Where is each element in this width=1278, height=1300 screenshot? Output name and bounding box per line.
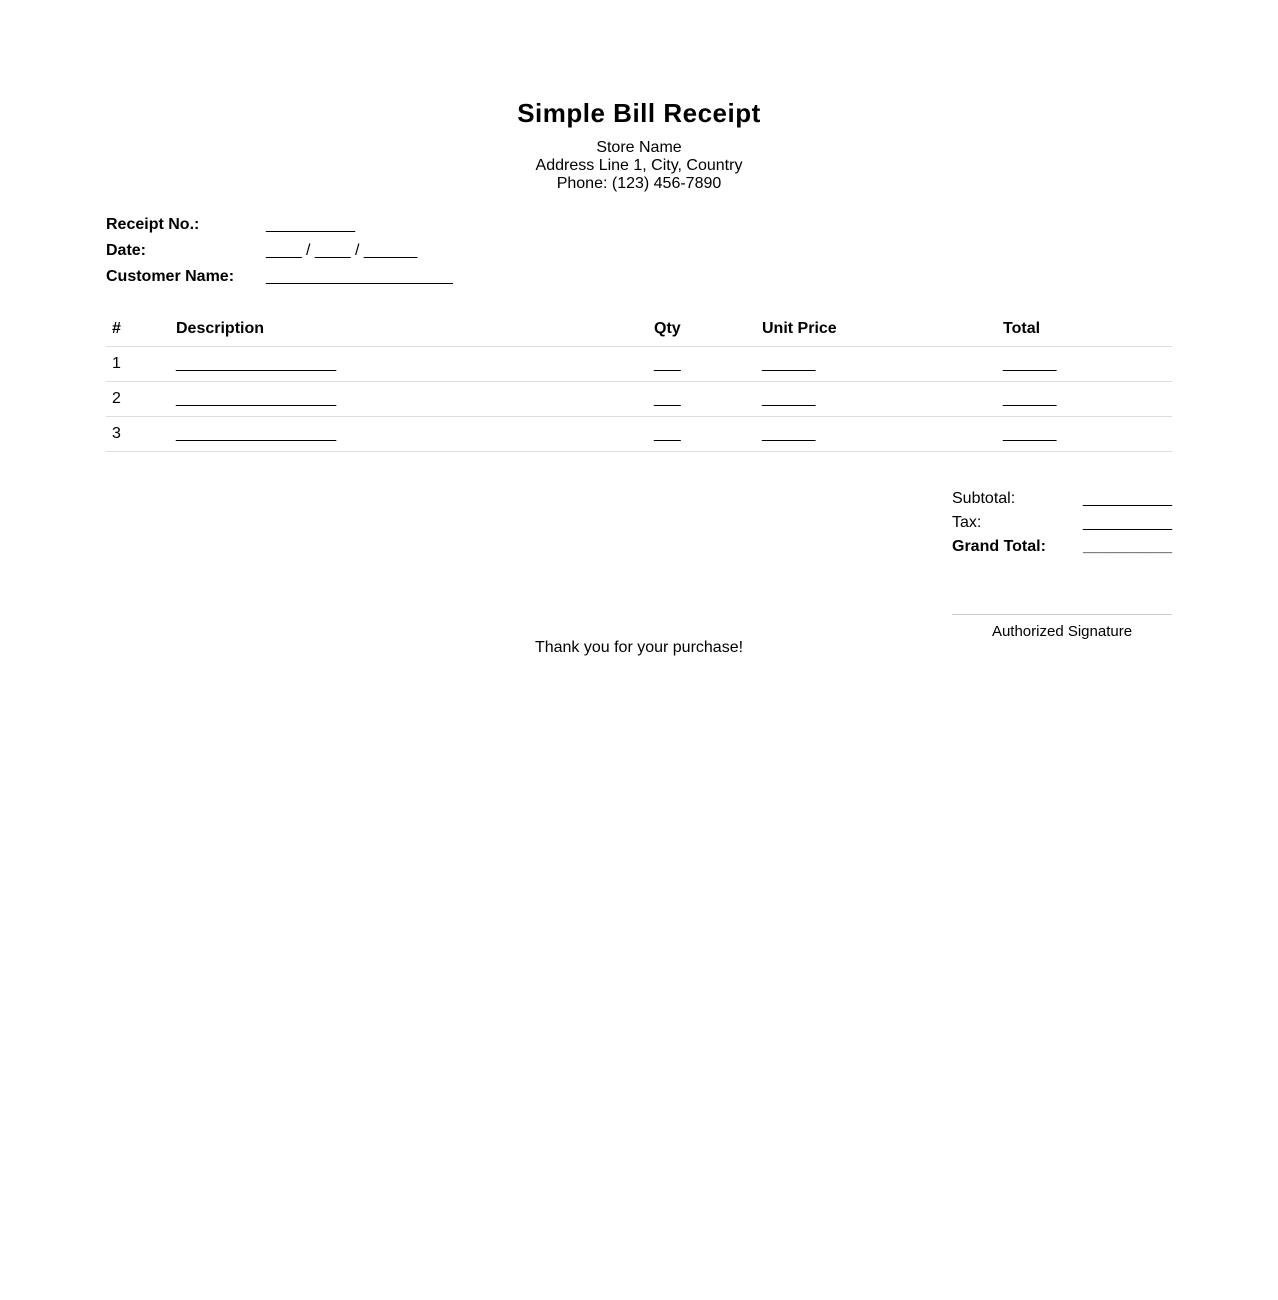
table-row [106, 417, 1172, 452]
table-header [106, 311, 1172, 347]
tax-label: Tax: [952, 514, 982, 531]
totals-section [952, 490, 1172, 562]
tax-row [952, 514, 1172, 538]
table-row [106, 347, 1172, 382]
receipt-info [106, 216, 453, 294]
receipt-title: Simple Bill Receipt [517, 98, 761, 128]
store-info [0, 139, 1278, 193]
col-description: Description [170, 311, 648, 347]
cell-description: __________________ [170, 347, 648, 382]
thank-you-message: Thank you for your purchase! [534, 639, 744, 656]
cell-total: ______ [997, 347, 1172, 382]
cell-total: ______ [997, 417, 1172, 452]
receipt-no-label: Receipt No.: [106, 216, 200, 233]
customer-name-field: _____________________ [266, 268, 453, 285]
date-row [106, 242, 453, 268]
subtotal-label: Subtotal: [952, 490, 1016, 507]
authorized-signature: Authorized Signature [952, 614, 1172, 640]
col-total: Total [997, 311, 1172, 347]
grand-total-field: __________ [1083, 538, 1172, 555]
cell-qty: ___ [648, 347, 756, 382]
tax-field: __________ [1083, 514, 1172, 531]
cell-total: ______ [997, 382, 1172, 417]
date-label: Date: [106, 242, 147, 259]
customer-row [106, 268, 453, 294]
store-phone: Phone: (123) 456-7890 [556, 175, 722, 192]
subtotal-row [952, 490, 1172, 514]
cell-description: __________________ [170, 417, 648, 452]
cell-qty: ___ [648, 417, 756, 452]
store-address: Address Line 1, City, Country [535, 157, 743, 174]
col-unit-price: Unit Price [756, 311, 997, 347]
cell-qty: ___ [648, 382, 756, 417]
date-field: ____ / ____ / ______ [266, 242, 418, 259]
grand-total-label: Grand Total: [952, 538, 1046, 555]
receipt-no-field: __________ [266, 216, 355, 233]
cell-number: 2 [106, 382, 170, 417]
cell-unit-price: ______ [756, 347, 997, 382]
subtotal-field: __________ [1083, 490, 1172, 507]
table-row [106, 382, 1172, 417]
items-table [106, 311, 1172, 452]
cell-unit-price: ______ [756, 382, 997, 417]
col-number: # [106, 311, 170, 347]
customer-name-label: Customer Name: [106, 268, 235, 285]
cell-number: 1 [106, 347, 170, 382]
col-qty: Qty [648, 311, 756, 347]
grand-total-row [952, 538, 1172, 562]
receipt-no-row [106, 216, 453, 242]
cell-description: __________________ [170, 382, 648, 417]
store-name: Store Name [596, 139, 682, 156]
cell-number: 3 [106, 417, 170, 452]
cell-unit-price: ______ [756, 417, 997, 452]
